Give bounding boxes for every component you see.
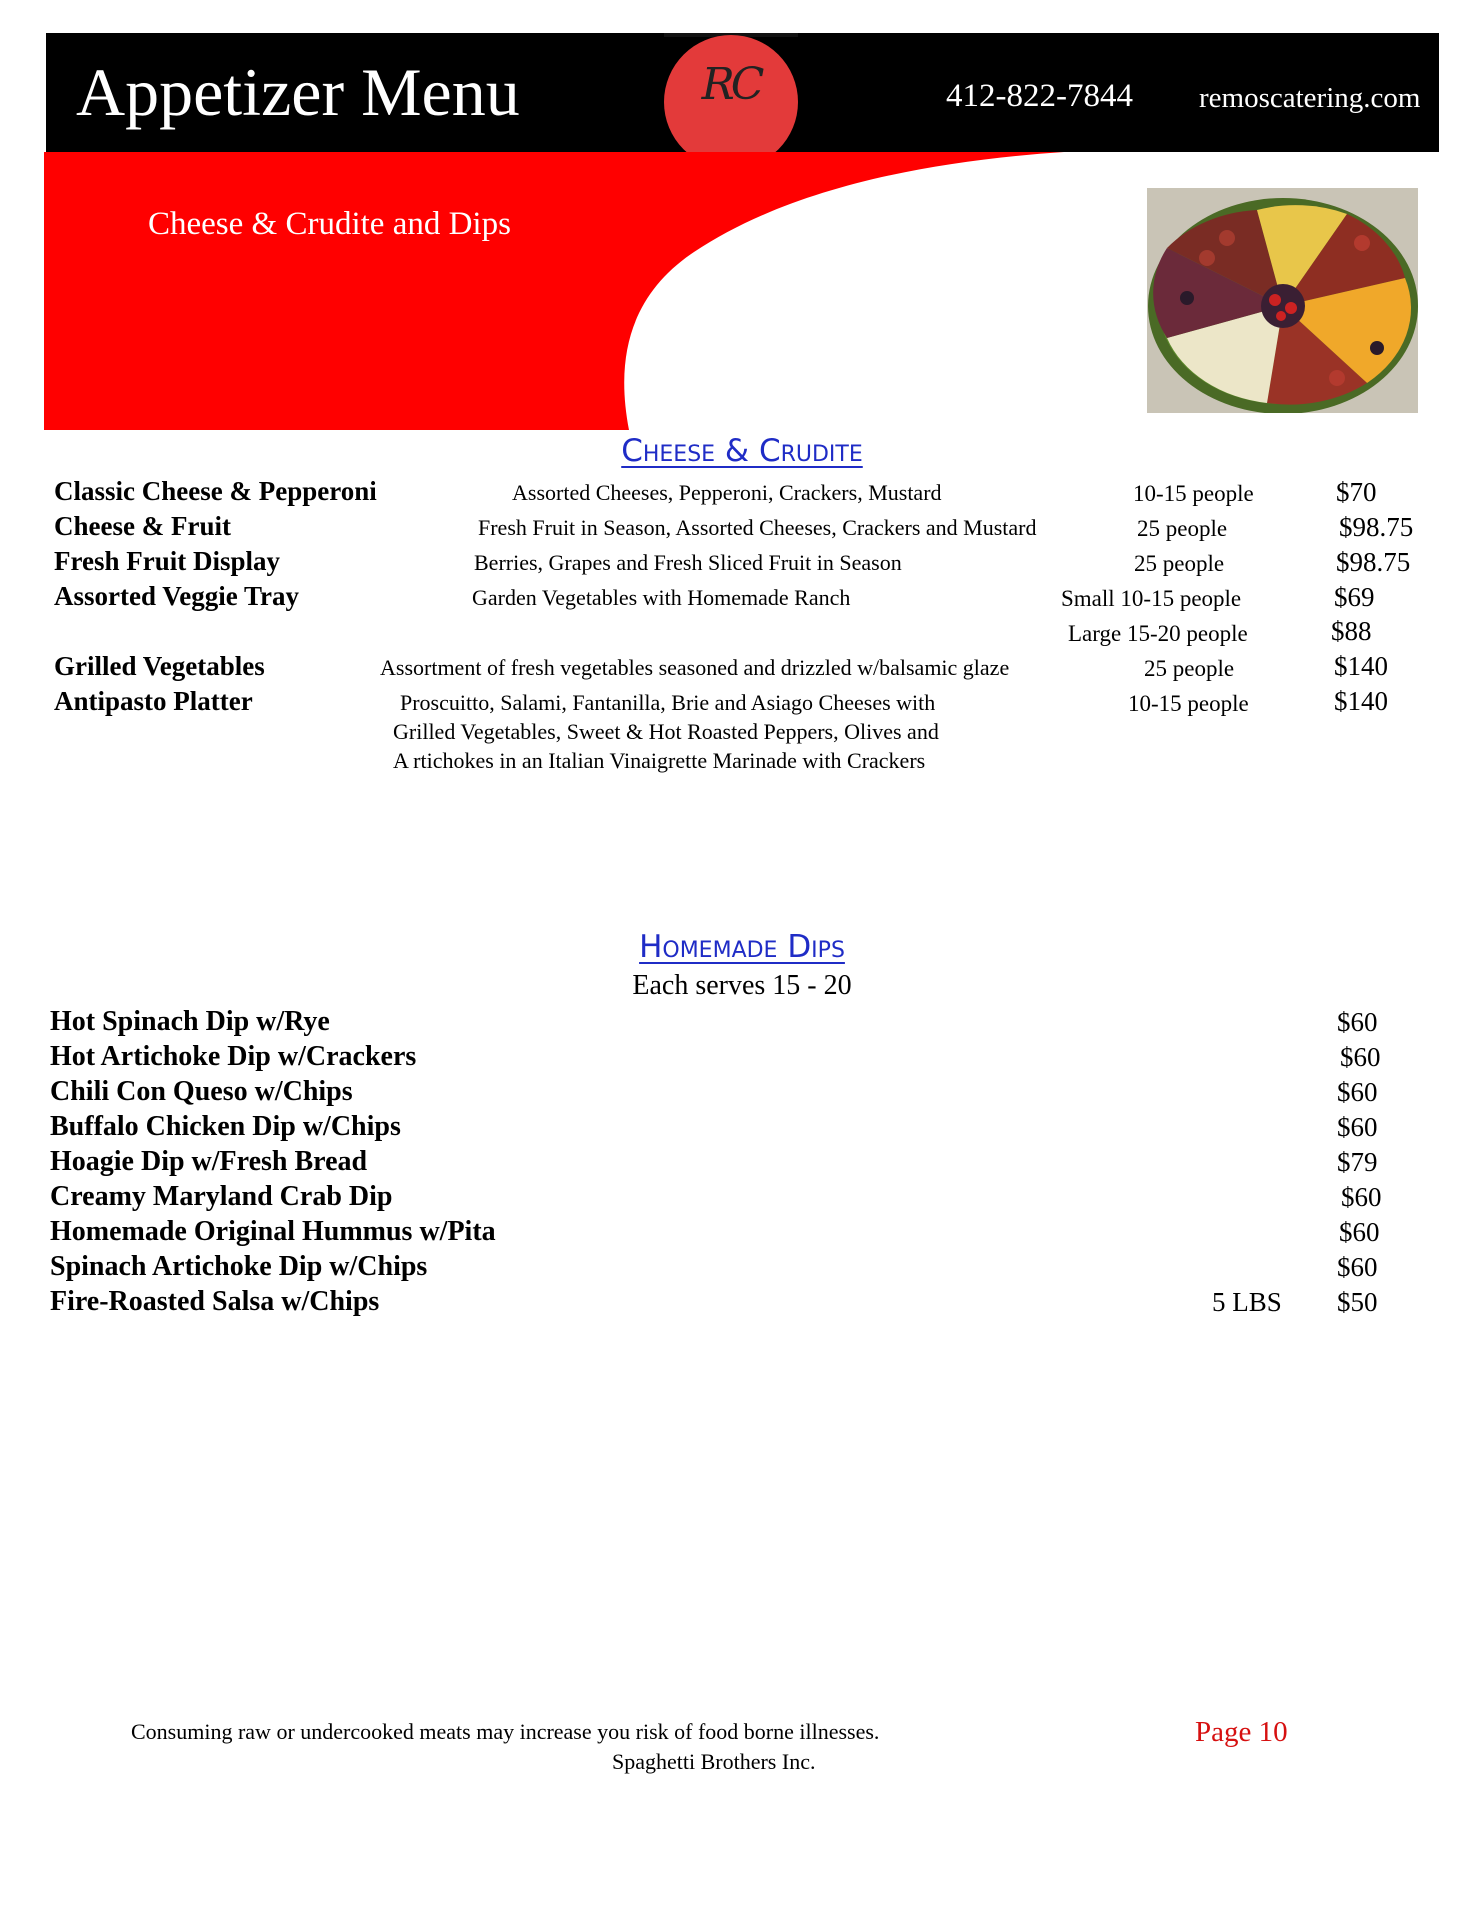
food-platter-photo (1147, 188, 1418, 413)
dip-price: $60 (1339, 1217, 1380, 1247)
dip-name: Buffalo Chicken Dip w/Chips (50, 1111, 401, 1142)
item-serves: 10-15 people (1128, 691, 1249, 716)
dips-subheading: Each serves 15 - 20 (632, 970, 852, 1001)
dip-name: Hot Spinach Dip w/Rye (50, 1006, 330, 1037)
item-price: $70 (1336, 477, 1377, 507)
dip-price: $60 (1340, 1042, 1381, 1072)
item-name: Assorted Veggie Tray (54, 581, 299, 611)
website-url: remoscatering.com (1199, 82, 1421, 114)
item-description-continued: Grilled Vegetables, Sweet & Hot Roasted Peppers, Olives and (393, 719, 939, 744)
dip-name: Homemade Original Hummus w/Pita (50, 1216, 496, 1247)
red-banner (44, 152, 1064, 430)
dip-price: $60 (1337, 1252, 1378, 1282)
rc-logo (664, 35, 798, 169)
item-name: Grilled Vegetables (54, 651, 265, 681)
item-description: Garden Vegetables with Homemade Ranch (472, 585, 851, 610)
item-name: Cheese & Fruit (54, 511, 231, 541)
item-description: Assorted Cheeses, Pepperoni, Crackers, Mustard (512, 480, 942, 505)
section-heading-cheese-crudite: Cheese & Crudite (621, 433, 863, 469)
item-description: Fresh Fruit in Season, Assorted Cheeses, Crackers and Mustard (478, 515, 1037, 540)
phone-number: 412-822-7844 (946, 78, 1133, 114)
item-name: Antipasto Platter (54, 686, 253, 716)
banner-subtitle: Cheese & Crudite and Dips (148, 206, 511, 242)
dip-name: Spinach Artichoke Dip w/Chips (50, 1251, 428, 1282)
footer-company: Spaghetti Brothers Inc. (612, 1749, 816, 1774)
item-serves: 25 people (1137, 516, 1228, 541)
item-price: $88 (1331, 616, 1372, 646)
item-name: Fresh Fruit Display (54, 546, 281, 576)
section-heading-homemade-dips: Homemade Dips (639, 929, 845, 965)
item-price: $98.75 (1339, 512, 1414, 542)
item-serves: 25 people (1144, 656, 1235, 681)
item-serves: 10-15 people (1133, 481, 1254, 506)
dip-price: $60 (1337, 1112, 1378, 1142)
item-price: $140 (1334, 686, 1388, 716)
footer-disclaimer: Consuming raw or undercooked meats may increase you risk of food borne illnesses. (131, 1719, 880, 1744)
item-description-continued: A rtichokes in an Italian Vinaigrette Marinade with Crackers (393, 748, 926, 773)
item-description: Proscuitto, Salami, Fantanilla, Brie and Asiago Cheeses with (400, 690, 936, 715)
item-price: $69 (1334, 582, 1375, 612)
dip-name: Hoagie Dip w/Fresh Bread (50, 1146, 368, 1177)
page-number: Page 10 (1195, 1716, 1288, 1748)
item-price: $98.75 (1336, 547, 1411, 577)
dip-name: Chili Con Queso w/Chips (50, 1076, 353, 1107)
item-price: $140 (1334, 651, 1388, 681)
item-serves: 25 people (1134, 551, 1225, 576)
dip-price: $60 (1337, 1007, 1378, 1037)
page-title: Appetizer Menu (76, 54, 520, 130)
dip-price: $60 (1341, 1182, 1382, 1212)
dip-name: Fire-Roasted Salsa w/Chips (50, 1286, 380, 1317)
dip-price: $79 (1337, 1147, 1378, 1177)
dip-name: Hot Artichoke Dip w/Crackers (50, 1041, 417, 1072)
item-description: Berries, Grapes and Fresh Sliced Fruit in Season (474, 550, 902, 575)
logo-text: RC (701, 59, 761, 110)
dip-price: $60 (1337, 1077, 1378, 1107)
item-serves: Large 15-20 people (1068, 621, 1248, 646)
item-serves: Small 10-15 people (1061, 586, 1242, 611)
dip-quantity: 5 LBS (1212, 1287, 1282, 1317)
item-name: Classic Cheese & Pepperoni (54, 476, 377, 506)
item-description: Assortment of fresh vegetables seasoned and drizzled w/balsamic glaze (380, 655, 1010, 680)
dip-name: Creamy Maryland Crab Dip (50, 1181, 393, 1212)
dip-price: $50 (1337, 1287, 1378, 1317)
